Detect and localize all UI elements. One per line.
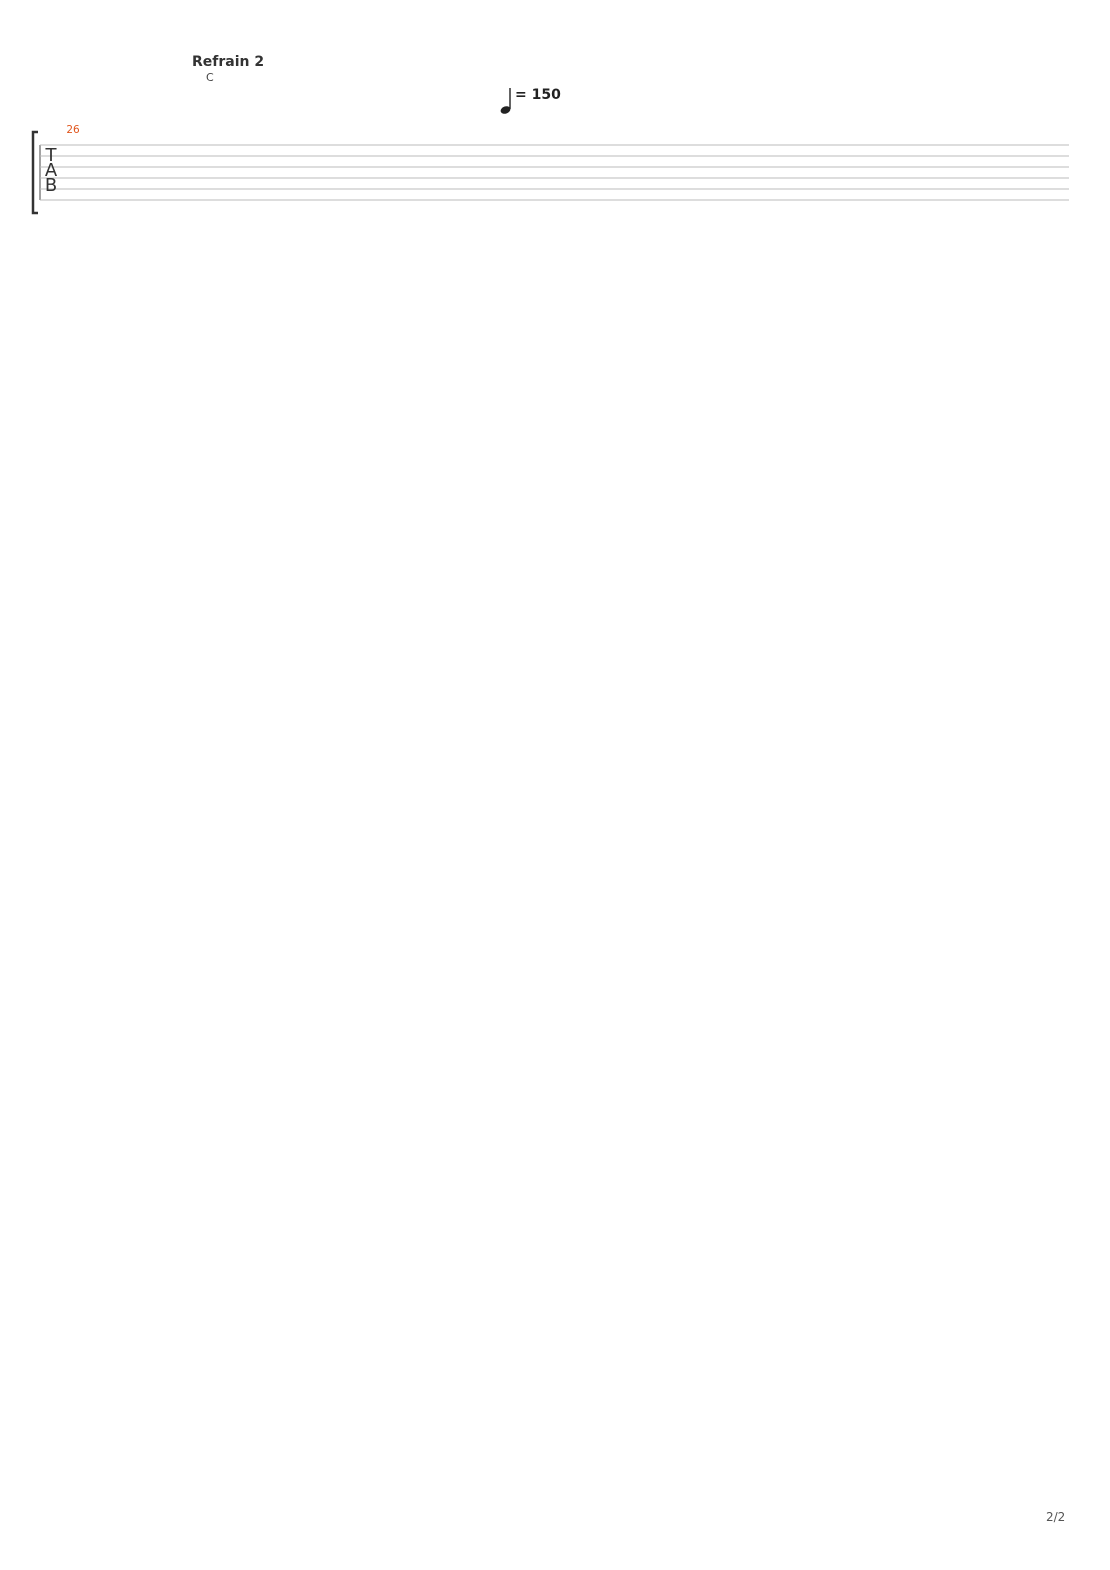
system-bracket [33,132,38,213]
tempo-value: = 150 [515,87,561,103]
tab-clef-letter: B [44,175,58,196]
page-number: 2/2 [1046,1510,1066,1524]
tab-clef-letter: T [45,145,57,166]
tab-clef-letter: A [44,160,58,181]
chord-name: C [206,71,214,84]
measure-number: 26 [66,124,80,136]
section-title: Refrain 2 [192,54,265,70]
